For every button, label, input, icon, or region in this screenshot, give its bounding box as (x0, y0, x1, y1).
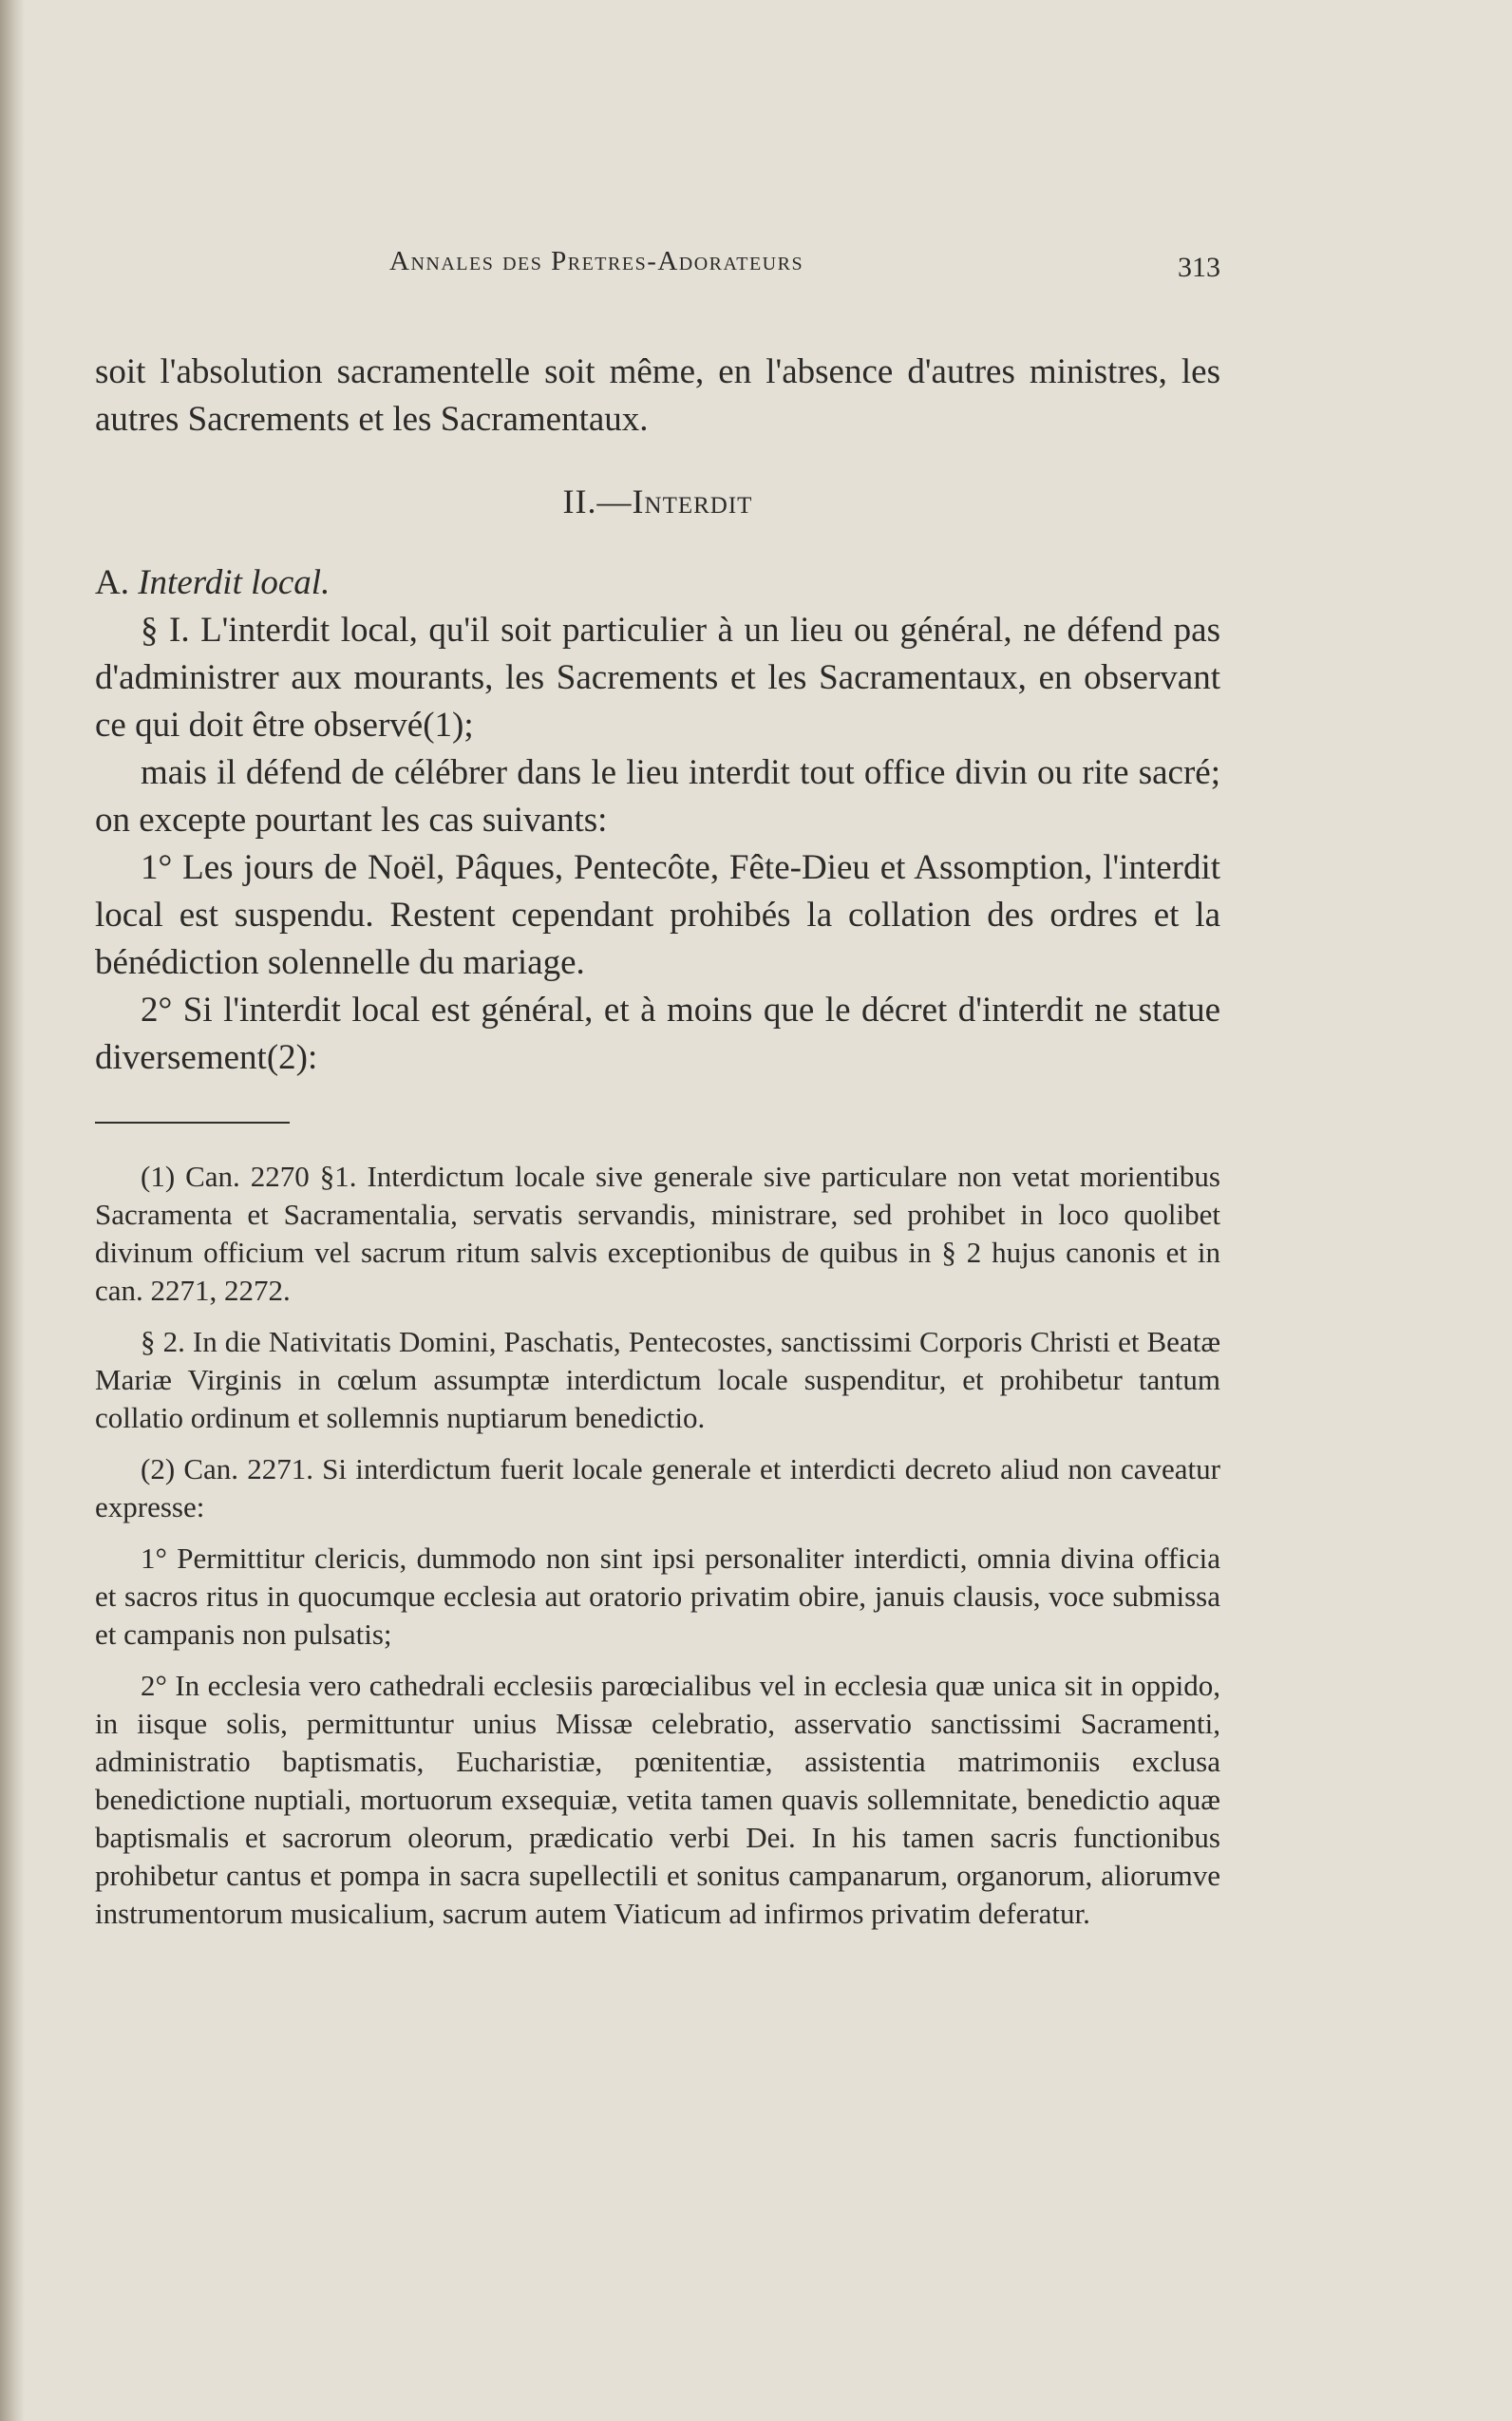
footnote: 2° In ecclesia vero cathedrali ecclesiis parœcialibus vel in ecclesia quæ unica sit in oppido, in iisque solis, permittuntur unius Missæ celebratio, asservatio sanctissimi Sacramenti, administratio baptismatis, Eucharistiæ, pœnitentiæ, assistentia matrimoniis exclusa benedictione nuptiali, mortuorum exsequiæ, vetita tamen quavis sollemnitate, benedictio aquæ baptismalis et sacrorum oleorum, prædicatio verbi Dei. In his tamen sacris functionibus prohibetur cantus et pompa in sacra supellectili et sonitus campanarum, organorum, aliorumve instrumentorum musicalium, sacrum autem Viaticum ad infirmos privatim deferatur. (95, 1669, 1220, 1930)
paragraph: 2° Si l'interdit local est général, et à moins que le décret d'interdit ne statue diversement(2): (95, 991, 1220, 1077)
paragraph: § I. L'interdit local, qu'il soit particulier à un lieu ou général, ne défend pas d'administrer aux mourants, les Sacrements et les Sacramentaux, en observant ce qui doit être observé(1); (95, 611, 1220, 745)
footnote: 1° Permittitur clericis, dummodo non sint ipsi personaliter interdicti, omnia divina officia et sacros ritus in quocumque ecclesia aut oratorio privatim obire, januis clausis, voce submissa et campanis non pulsatis; (95, 1541, 1220, 1651)
footnote: (1) Can. 2270 §1. Interdictum locale sive generale sive particulare non vetat morientibus Sacramenta et Sacramentalia, servatis servandis, ministrare, sed prohibet in loco quolibet divinum officium vel sacrum ritum salvis exceptionibus de quibus in § 2 hujus canonis et in can. 2271, 2272. (95, 1160, 1220, 1307)
subsection-label: A. (95, 563, 129, 602)
subsection-title (95, 559, 1220, 607)
footnote-divider (95, 1122, 290, 1124)
section-title: II.—Interdit (562, 482, 753, 520)
subsection-name: Interdit local. (138, 563, 331, 602)
page-header (95, 242, 1220, 299)
book-spine-shadow (0, 0, 25, 2421)
main-text (95, 349, 1220, 1082)
paragraph: mais il défend de célébrer dans le lieu interdit tout office divin ou rite sacré; on excepte pourtant les cas suivants: (95, 753, 1220, 840)
footnote: § 2. In die Nativitatis Domini, Paschatis, Pentecostes, sanctissimi Corporis Christi et Beatæ Mariæ Virginis in cœlum assumptæ interdictum locale suspenditur, et prohibetur tantum collatio ordinum et sollemnis nuptiarum benedictio. (95, 1325, 1220, 1434)
paragraph: 1° Les jours de Noël, Pâques, Pentecôte, Fête-Dieu et Assomption, l'interdit local est suspendu. Restent cependant prohibés la collation des ordres et la bénédiction solennelle du mariage. (95, 848, 1220, 982)
page (95, 242, 1220, 1946)
footnotes (95, 1158, 1220, 1933)
page-number: 313 (1178, 252, 1220, 283)
footnote: (2) Can. 2271. Si interdictum fuerit locale generale et interdicti decreto aliud non caveatur expresse: (95, 1452, 1220, 1523)
paragraph: soit l'absolution sacramentelle soit même, en l'absence d'autres ministres, les autres Sacrements et les Sacramentaux. (95, 352, 1220, 439)
running-head: Annales des Pretres-Adorateurs (389, 246, 804, 276)
